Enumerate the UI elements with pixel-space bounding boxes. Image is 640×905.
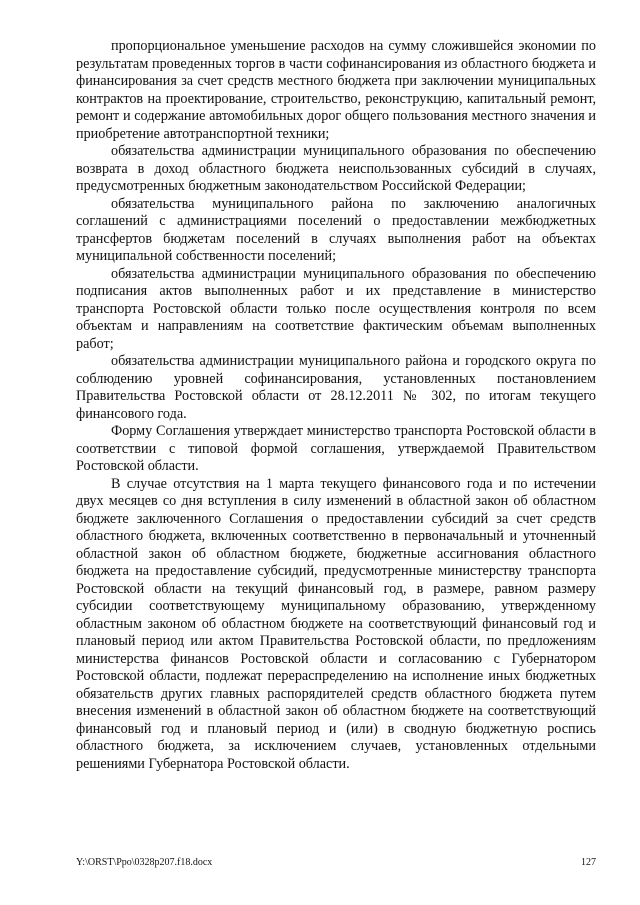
paragraph-reallocation: В случае отсутствия на 1 марта текущего финансового года и по истечении двух месяцев со дня вступления в силу изменений в областной закон об областном бюджете заключенного Соглашения о предоставлении субсидий за счет средств областного бюджета, включенных соответственно в первоначальный и уточненный областной закон об областном бюджете, бюджетные ассигнования областного бюджета на предоставление субсидий, предусмотренные министерству транспорта Ростовской области на текущий финансовый год, в размере, равном размеру субсидии соответствующему муниципальному образованию, утвержденному областным законом об областном бюджете на соответствующий финансовый год и плановый период или актом Правительства Ростовской области, по предложениям министерства финансов Ростовской области и согласованию с Губернатором Ростовской области, подлежат перераспределению на исполнение иных бюджетных обязательств других главных распорядителей средств областного бюджета путем внесения изменений в областной закон об областном бюджете на соответствующий финансовый год и плановый период и (или) в сводную бюджетную роспись областного бюджета, за исключением случаев, установленных отдельными решениями Губернатора Ростовской области. — [76, 475, 596, 772]
paragraph-settlement-agreements: обязательства муниципального района по заключению аналогичных соглашений с администрациями поселений о предоставлении межбюджетных трансфертов бюджетам поселений в случаях выполнения работ на объектах муниципальной собственности поселений; — [76, 195, 596, 264]
paragraph-return-unused-subsidies: обязательства администрации муниципального образования по обеспечению возврата в доход областного бюджета неиспользованных субсидий в случаях, предусмотренных бюджетным законодательством Российской Федерации; — [76, 143, 596, 194]
document-body — [76, 38, 596, 773]
footer-file-path: Y:\ORST\Ppo\0328p207.f18.docx — [76, 857, 213, 868]
paragraph-agreement-form: Форму Соглашения утверждает министерство транспорта Ростовской области в соответствии с типовой формой соглашения, утверждаемой Правительством Ростовской области. — [76, 423, 596, 474]
footer-page-number: 127 — [581, 857, 596, 868]
paragraph-cofinancing-levels: обязательства администрации муниципального района и городского округа по соблюдению уровней софинансирования, установленных постановлением Правительства Ростовской области от 28.12.2011 № 302, по итогам текущего финансового года. — [76, 353, 596, 422]
paragraph-acts-signing: обязательства администрации муниципального образования по обеспечению подписания актов выполненных работ и их представление в министерство транспорта Ростовской области только после осуществления контроля по всем объектам и направлениям на соответствие фактическим объемам выполненных работ; — [76, 265, 596, 352]
page-footer — [76, 856, 596, 870]
paragraph-proportional-reduction: пропорциональное уменьшение расходов на сумму сложившейся экономии по результатам проведенных торгов в части софинансирования из областного бюджета и финансирования за счет средств местного бюджета при заключении муниципальных контрактов на проектирование, строительство, реконструкцию, капитальный ремонт, ремонт и содержание автомобильных дорог общего пользования местного значения и приобретение автотранспортной техники; — [76, 38, 596, 142]
